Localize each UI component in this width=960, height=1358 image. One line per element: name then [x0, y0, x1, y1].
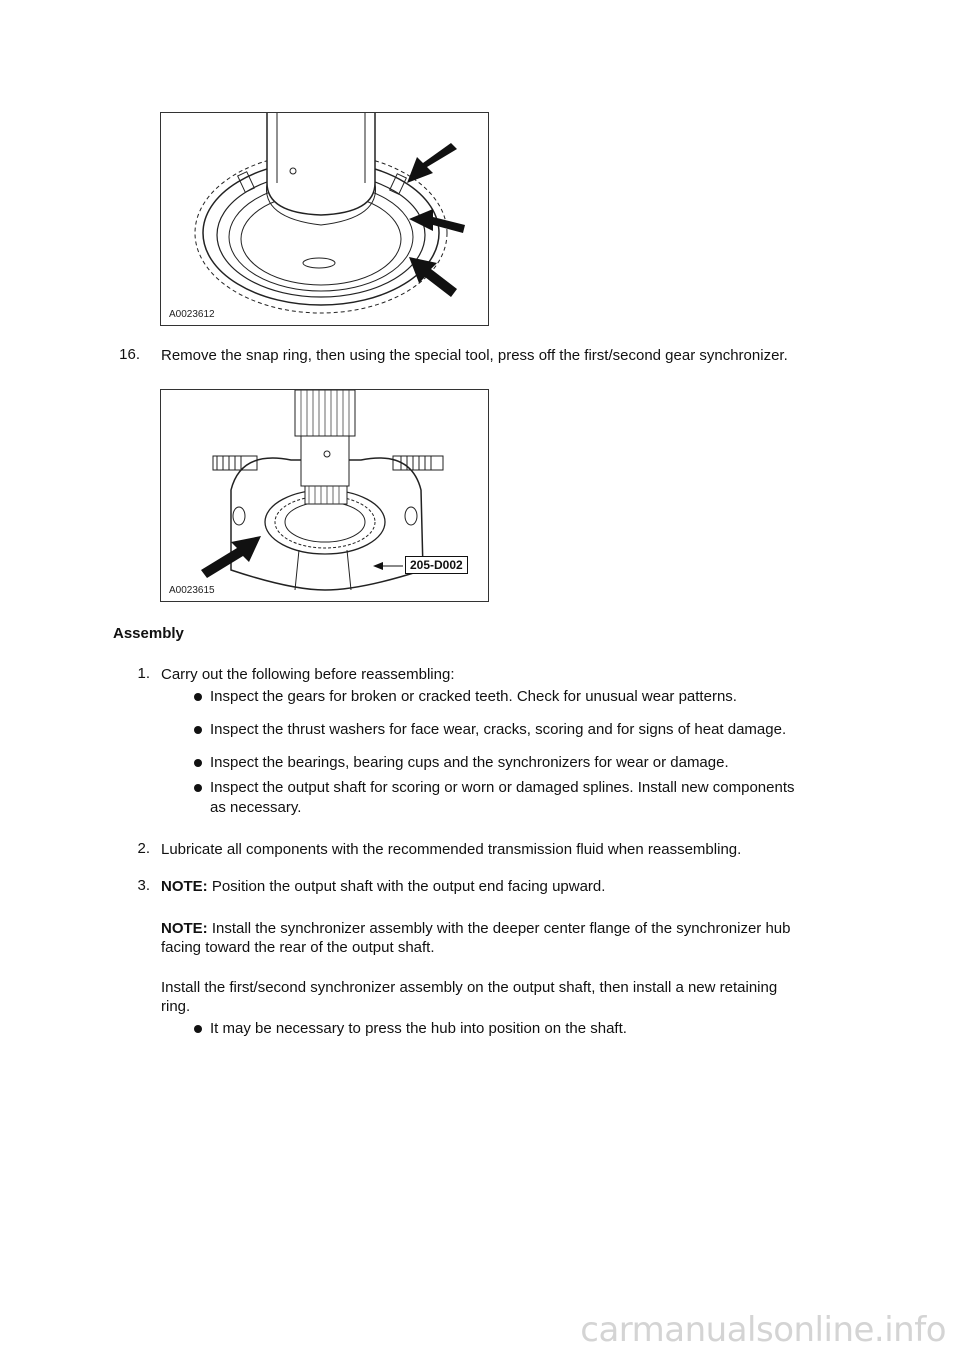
synchronizer-illustration	[161, 113, 488, 325]
bullet-text-continued: as necessary.	[210, 799, 302, 816]
note-line	[161, 877, 605, 897]
note-label: NOTE:	[161, 878, 208, 895]
tool-callout: 205-D002	[405, 556, 468, 574]
step-number: 1.	[137, 665, 150, 682]
figure-synchronizer-snap-ring	[160, 112, 489, 326]
watermark: carmanualsonline.info	[580, 1310, 946, 1350]
bullet-dot	[194, 726, 202, 734]
step-text: Remove the snap ring, then using the special tool, press off the first/second gear synchronizer.	[161, 347, 788, 364]
step-number: 16.	[119, 346, 140, 363]
bullet-text: Inspect the gears for broken or cracked teeth. Check for unusual wear patterns.	[210, 688, 737, 705]
note-text-continued: facing toward the rear of the output shaft.	[161, 939, 435, 956]
step-number: 2.	[137, 840, 150, 857]
step-number: 3.	[137, 877, 150, 894]
note-text: Position the output shaft with the output end facing upward.	[207, 878, 606, 895]
figure-special-tool-press	[160, 389, 489, 602]
step-text: Carry out the following before reassembling:	[161, 666, 455, 683]
bullet-text: Inspect the bearings, bearing cups and the synchronizers for wear or damage.	[210, 754, 729, 771]
instruction-text: Install the first/second synchronizer assembly on the output shaft, then install a new retaining	[161, 979, 778, 996]
section-heading: Assembly	[113, 625, 184, 642]
instruction-text-continued: ring.	[161, 998, 191, 1015]
bullet-text: Inspect the thrust washers for face wear, cracks, scoring and for signs of heat damage.	[210, 721, 787, 738]
bullet-dot	[194, 784, 202, 792]
note-text: Install the synchronizer assembly with the deeper center flange of the synchronizer hub	[207, 920, 791, 937]
step-text: Lubricate all components with the recommended transmission fluid when reassembling.	[161, 841, 742, 858]
bullet-text: It may be necessary to press the hub into position on the shaft.	[210, 1020, 627, 1037]
bullet-dot	[194, 759, 202, 767]
bullet-text: Inspect the output shaft for scoring or worn or damaged splines. Install new components	[210, 779, 795, 796]
figure-id-label: A0023615	[169, 585, 215, 596]
note-label: NOTE:	[161, 920, 208, 937]
figure-id-label: A0023612	[169, 309, 215, 320]
note-line	[161, 919, 791, 939]
bullet-dot	[194, 693, 202, 701]
bullet-dot	[194, 1025, 202, 1033]
